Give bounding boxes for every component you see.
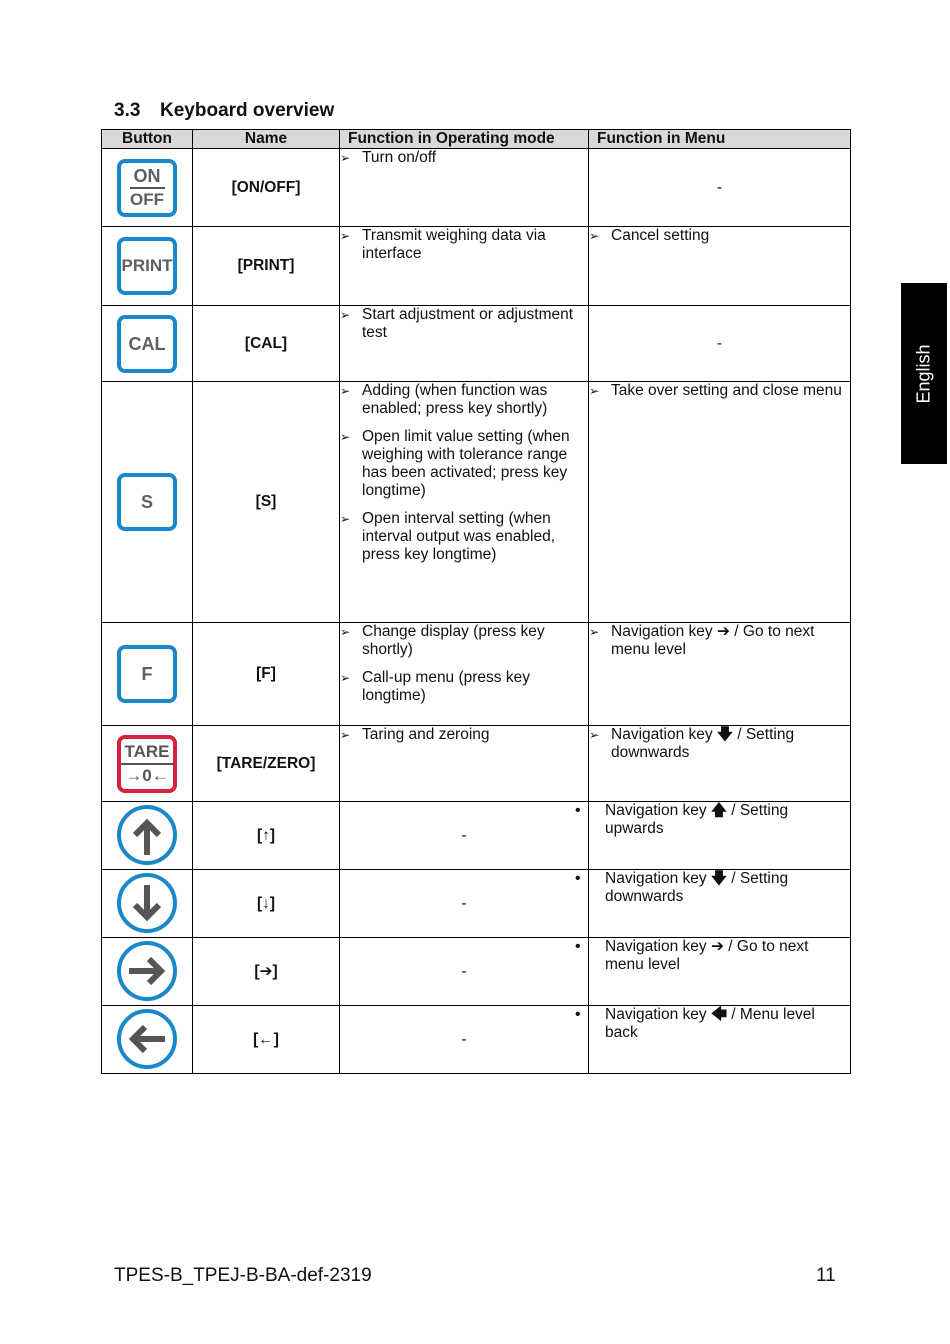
menu-pre: Navigation key	[611, 726, 717, 743]
menu-item	[589, 382, 850, 400]
key-name: [S]	[193, 382, 340, 623]
operating-function-cell	[340, 149, 589, 227]
menu-item	[575, 938, 850, 974]
table-row	[102, 227, 851, 306]
menu-post: / Setting downwards	[605, 870, 789, 905]
menu-function-cell	[589, 382, 851, 623]
bullet-arrow-icon: ➢	[589, 625, 600, 639]
operating-function-cell	[340, 802, 589, 870]
menu-function-cell	[575, 1006, 851, 1074]
key-label: TARE	[121, 742, 174, 765]
menu-text: Take over setting and close menu	[611, 382, 842, 399]
key-arrow-right-icon	[117, 941, 177, 1001]
key-icon	[117, 159, 177, 217]
operating-item	[340, 428, 588, 500]
menu-function-cell	[589, 306, 851, 382]
menu-pre: Navigation key	[605, 802, 711, 819]
menu-post: / Setting downwards	[611, 726, 795, 761]
table-row	[102, 726, 851, 802]
bullet-arrow-icon: ➢	[340, 151, 351, 165]
language-tab-label: English	[913, 343, 934, 404]
button-cell	[102, 938, 193, 1006]
table-row	[102, 623, 851, 726]
section-heading	[114, 100, 334, 122]
section-number: 3.3	[114, 100, 141, 121]
menu-item	[589, 227, 850, 245]
menu-post: / Setting upwards	[605, 802, 789, 837]
menu-pre: Navigation key	[605, 1006, 711, 1023]
key-icon	[117, 735, 177, 793]
table-header-row	[102, 130, 851, 149]
key-label: F	[141, 664, 153, 684]
menu-text	[605, 938, 850, 974]
operating-item	[340, 623, 588, 659]
operating-text: Adding (when function was enabled; press key shortly)	[362, 382, 548, 417]
bullet-dot-icon: •	[575, 802, 581, 819]
bullet-arrow-icon: ➢	[340, 512, 351, 526]
menu-pre: Navigation key	[605, 870, 711, 887]
operating-item	[340, 510, 588, 564]
key-icon	[117, 315, 177, 373]
key-label: →0←	[125, 765, 169, 785]
table-row	[102, 938, 851, 1006]
key-label: ON	[130, 166, 165, 189]
key-name: [ON/OFF]	[193, 149, 340, 227]
key-name: [TARE/ZERO]	[193, 726, 340, 802]
menu-item	[575, 1006, 850, 1042]
menu-text	[611, 623, 850, 659]
menu-post: / Go to next menu level	[605, 938, 809, 973]
button-cell	[102, 382, 193, 623]
key-name: [↑]	[193, 802, 340, 870]
menu-pre: Navigation key	[605, 938, 711, 955]
operating-item	[340, 227, 588, 263]
menu-function-cell	[589, 623, 851, 726]
menu-dash: -	[716, 334, 723, 352]
button-cell	[102, 1006, 193, 1074]
menu-function-cell	[589, 227, 851, 306]
menu-post: / Go to next menu level	[611, 623, 815, 658]
operating-function-cell	[340, 382, 589, 623]
button-cell	[102, 802, 193, 870]
bullet-arrow-icon: ➢	[340, 728, 351, 742]
menu-text	[605, 802, 850, 838]
operating-text: Start adjustment or adjustment test	[362, 306, 574, 341]
key-name: [PRINT]	[193, 227, 340, 306]
nav-arrow-icon: ➔	[716, 623, 730, 640]
footer-page-number: 11	[816, 1265, 836, 1286]
keyboard-table	[101, 129, 851, 1074]
menu-item	[589, 726, 850, 762]
operating-item	[340, 382, 588, 418]
header-operating: Function in Operating mode	[340, 130, 589, 149]
key-arrow-down-icon	[117, 873, 177, 933]
bullet-arrow-icon: ➢	[340, 671, 351, 685]
operating-function-cell	[340, 938, 589, 1006]
bullet-arrow-icon: ➢	[589, 384, 600, 398]
key-arrow-up-icon	[117, 805, 177, 865]
operating-dash: -	[461, 894, 467, 912]
menu-item	[575, 802, 850, 838]
menu-dash: -	[716, 178, 723, 196]
operating-text: Turn on/off	[362, 149, 437, 166]
menu-function-cell	[589, 149, 851, 227]
operating-text: Open limit value setting (when weighing with tolerance range has been activated; press key longtime)	[362, 428, 570, 499]
key-label: PRINT	[121, 256, 173, 275]
key-name: [CAL]	[193, 306, 340, 382]
operating-dash: -	[461, 826, 467, 844]
menu-function-cell	[575, 938, 851, 1006]
table-row	[102, 802, 851, 870]
header-button: Button	[102, 130, 193, 149]
operating-text: Change display (press key shortly)	[362, 623, 545, 658]
operating-dash: -	[461, 1030, 467, 1048]
menu-post: / Menu level back	[605, 1006, 815, 1041]
bullet-dot-icon: •	[575, 938, 581, 955]
operating-function-cell	[340, 623, 589, 726]
operating-item	[340, 726, 588, 744]
operating-item	[340, 149, 588, 167]
operating-text: Call-up menu (press key longtime)	[362, 669, 530, 704]
bullet-arrow-icon: ➢	[340, 625, 351, 639]
operating-item	[340, 669, 588, 705]
key-name: [←]	[193, 1006, 340, 1074]
operating-function-cell	[340, 726, 589, 802]
key-icon	[117, 473, 177, 531]
menu-function-cell	[589, 726, 851, 802]
key-label: CAL	[128, 333, 166, 354]
nav-arrow-icon: 🡄	[710, 1006, 727, 1023]
key-label: S	[140, 492, 153, 512]
operating-dash: -	[461, 962, 467, 980]
table-row	[102, 149, 851, 227]
header-menu: Function in Menu	[589, 130, 851, 149]
table-row	[102, 382, 851, 623]
button-cell	[102, 227, 193, 306]
bullet-arrow-icon: ➢	[340, 430, 351, 444]
bullet-arrow-icon: ➢	[589, 229, 600, 243]
button-cell	[102, 870, 193, 938]
menu-function-cell	[575, 870, 851, 938]
button-cell	[102, 149, 193, 227]
button-cell	[102, 726, 193, 802]
bullet-arrow-icon: ➢	[589, 728, 600, 742]
bullet-arrow-icon: ➢	[340, 384, 351, 398]
key-icon	[117, 237, 177, 295]
bullet-dot-icon: •	[575, 870, 581, 887]
operating-item	[340, 306, 588, 342]
menu-text	[611, 726, 850, 762]
bullet-dot-icon: •	[575, 1006, 581, 1023]
menu-item	[589, 623, 850, 659]
nav-arrow-icon: 🡇	[716, 726, 733, 743]
menu-item	[575, 870, 850, 906]
operating-text: Transmit weighing data via interface	[362, 227, 546, 262]
table-row	[102, 1006, 851, 1074]
bullet-arrow-icon: ➢	[340, 229, 351, 243]
language-tab	[901, 283, 947, 464]
key-icon	[117, 645, 177, 703]
menu-text	[605, 1006, 850, 1042]
operating-function-cell	[340, 1006, 589, 1074]
nav-arrow-icon: 🡇	[710, 870, 727, 887]
key-name: [➔]	[193, 938, 340, 1006]
nav-arrow-icon: ➔	[710, 938, 724, 955]
menu-text: Cancel setting	[611, 227, 710, 244]
operating-text: Open interval setting (when interval output was enabled, press key longtime)	[362, 510, 556, 563]
menu-text	[605, 870, 850, 906]
footer-doc-id: TPES-B_TPEJ-B-BA-def-2319	[114, 1265, 372, 1286]
menu-function-cell	[575, 802, 851, 870]
operating-function-cell	[340, 306, 589, 382]
key-arrow-left-icon	[117, 1009, 177, 1069]
header-name: Name	[193, 130, 340, 149]
nav-arrow-icon: 🡅	[710, 802, 727, 819]
bullet-arrow-icon: ➢	[340, 308, 351, 322]
button-cell	[102, 623, 193, 726]
button-cell	[102, 306, 193, 382]
menu-pre: Navigation key	[611, 623, 717, 640]
operating-function-cell	[340, 227, 589, 306]
operating-function-cell	[340, 870, 589, 938]
section-title: Keyboard overview	[160, 100, 335, 121]
table-row	[102, 870, 851, 938]
key-label: OFF	[130, 189, 164, 209]
key-name: [↓]	[193, 870, 340, 938]
table-row	[102, 306, 851, 382]
key-name: [F]	[193, 623, 340, 726]
operating-text: Taring and zeroing	[362, 726, 490, 743]
